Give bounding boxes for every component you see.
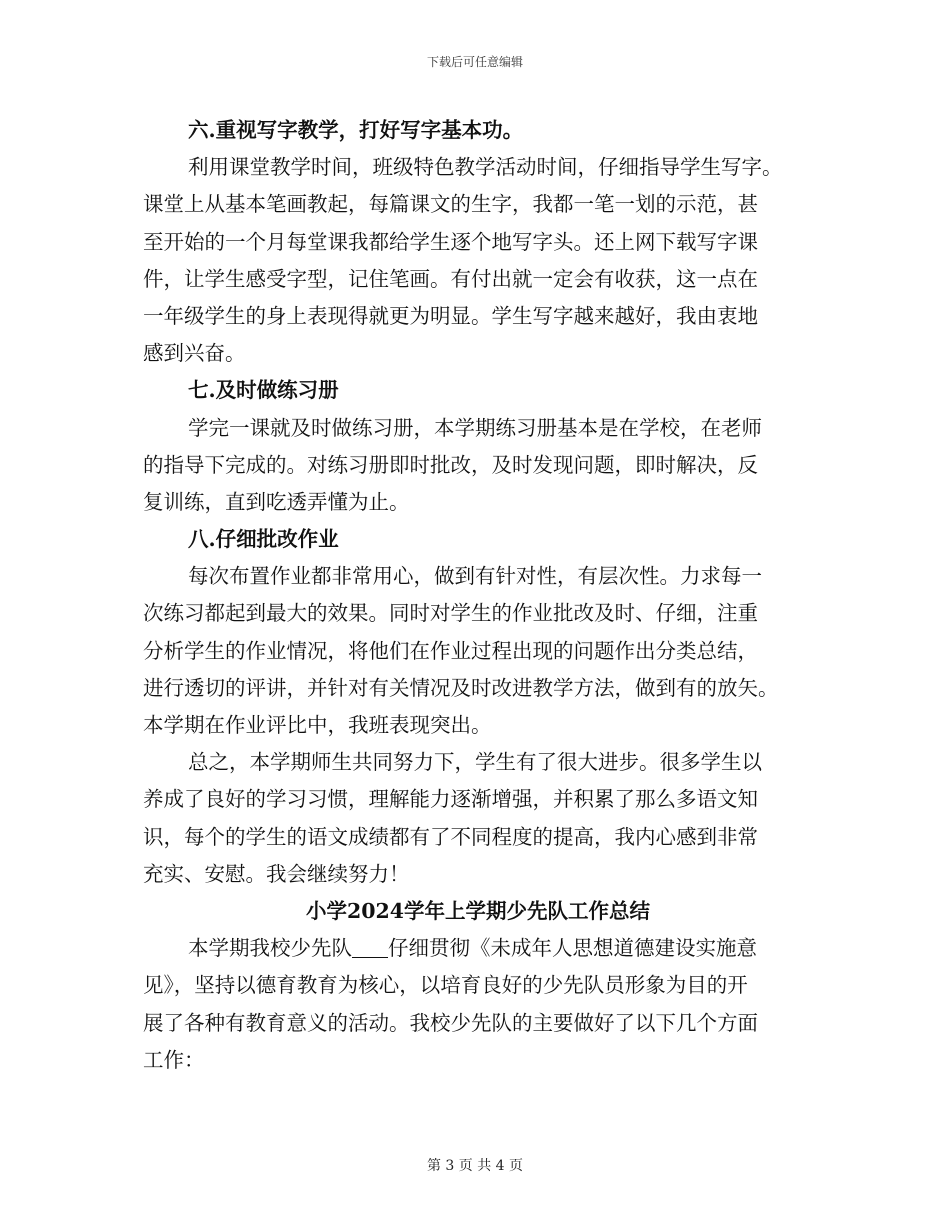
- paragraph-line: 的指导下完成的。对练习册即时批改，及时发现问题，即时解决，反: [143, 452, 758, 477]
- paragraph-line: 感到兴奋。: [143, 341, 246, 366]
- paragraph-line: 工作：: [143, 1047, 205, 1072]
- paragraph-line: 见》，坚持以德育教育为核心，以培育良好的少先队员形象为目的开: [143, 973, 748, 998]
- paragraph-text: 本学期我校少先队: [188, 936, 352, 961]
- paragraph-line: 复训练，直到吃透弄懂为止。: [143, 489, 410, 514]
- paragraph-line: 至开始的一个月每堂课我都给学生逐个地写字头。还上网下载写字课: [143, 229, 758, 254]
- paragraph-line: 一年级学生的身上表现得就更为明显。学生写字越来越好，我由衷地: [143, 303, 758, 328]
- page-header: 下载后可任意编辑: [426, 55, 523, 69]
- paragraph-line: 识，每个的学生的语文成绩都有了不同程度的提高，我内心感到非常: [143, 824, 758, 849]
- section-heading: 六.重视写字教学，打好写字基本功。: [188, 118, 524, 142]
- paragraph-line: 展了各种有教育意义的活动。我校少先队的主要做好了以下几个方面: [143, 1010, 758, 1035]
- paragraph-line: 每次布置作业都非常用心，做到有针对性，有层次性。力求每一: [188, 564, 762, 589]
- paragraph-line: 本学期在作业评比中，我班表现突出。: [143, 713, 492, 737]
- document-body: [143, 112, 813, 1079]
- paragraph-line: 件，让学生感受字型，记住笔画。有付出就一定会有收获，这一点在: [143, 266, 758, 291]
- fill-in-blank: [352, 937, 388, 958]
- paragraph-line: 课堂上从基本笔画教起，每篇课文的生字，我都一笔一划的示范，甚: [143, 192, 758, 217]
- paragraph-line: 进行透切的评讲，并针对有关情况及时改进教学方法，做到有的放矢。: [143, 675, 779, 700]
- paragraph-line: 总之，本学期师生共同努力下，学生有了很大进步。很多学生以: [188, 750, 762, 775]
- article-title: 小学2024学年上学期少先队工作总结: [305, 898, 651, 923]
- section-heading: 七.及时做练习册: [188, 378, 339, 403]
- paragraph-line: 利用课堂教学时间，班级特色教学活动时间，仔细指导学生写字。: [188, 155, 783, 180]
- page-footer: 第 3 页 共 4 页: [426, 1158, 524, 1174]
- paragraph-line: 充实、安慰。我会继续努力！: [143, 861, 410, 886]
- paragraph-line: 次练习都起到最大的效果。同时对学生的作业批改及时、仔细，注重: [143, 601, 758, 626]
- paragraph-line: 学完一课就及时做练习册，本学期练习册基本是在学校，在老师: [188, 415, 762, 440]
- paragraph-text: 仔细贯彻《未成年人思想道德建设实施意: [388, 936, 757, 961]
- paragraph-line: 养成了良好的学习习惯，理解能力逐渐增强，并积累了那么多语文知: [143, 787, 758, 812]
- paragraph-line: 分析学生的作业情况，将他们在作业过程出现的问题作出分类总结，: [143, 638, 758, 663]
- section-heading: 八.仔细批改作业: [188, 527, 339, 552]
- paragraph-line: [143, 930, 813, 967]
